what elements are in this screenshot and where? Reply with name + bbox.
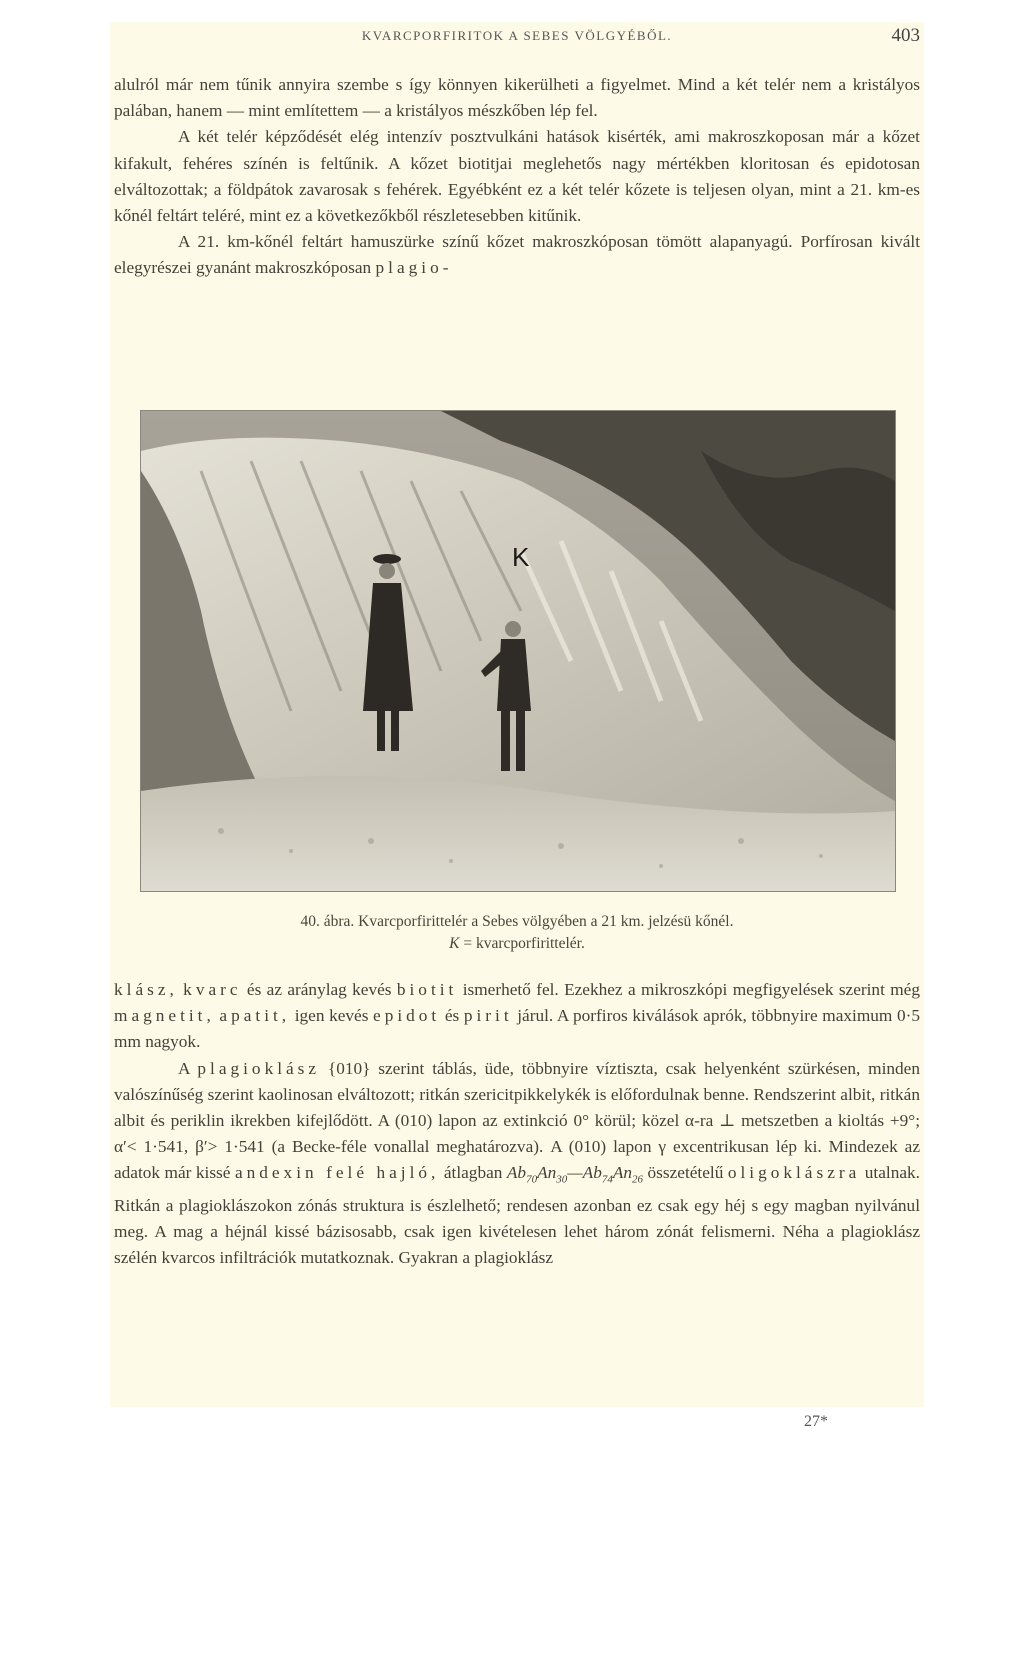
- signature-mark: 27*: [804, 1413, 828, 1430]
- spaced-epidot: epidot: [373, 1006, 441, 1026]
- formula-sub: 30: [556, 1173, 568, 1186]
- caption-line-2-rest: = kvarcporfirittelér.: [459, 935, 585, 952]
- text-run: A: [178, 1058, 198, 1078]
- text-run: {010} szerint táblás, üde, többnyire víztiszta, csak helyenként szürkésen, minden valószínűség szerint kaolinosan elváltozott; ritkán szericitpikkelykék is előfordulnak benne. Rendszerint albit, ritkán albit és periklin ikrekben kifejlődött. A (010) lapon az extinkció 0° körül; közel α-ra ⊥ metszetben a kioltás +9°; α′< 1·541, β′> 1·541 (a Becke-féle vonallal meghatározva). A (010) lapon γ excentrikusan lép ki. Mindezek az adatok már kissé: [114, 1058, 920, 1183]
- caption-line-2: [110, 933, 924, 955]
- formula-sub: 70: [526, 1173, 538, 1186]
- paragraph-2: A két telér képződését elég intenzív posztvulkáni hatások kisérték, ami makroszkoposan már a kőzet kifakult, fehéres színén is feltűnik. A kőzet biotitjai meglehetős nagy mértékben kloritosan és epidotosan elváltozottak; a földpátok zavarosak s fehérek. Egyébként ez a két telér kőzete is teljesen olyan, mint a 21. km-es kőnél feltárt teléré, mint ez a következőkből részletesebben kitűnik.: [114, 127, 920, 226]
- page-number: 403: [891, 25, 920, 46]
- paragraph-3: [114, 229, 920, 281]
- formula: [506, 1163, 644, 1186]
- figure-40: [140, 410, 894, 890]
- text-block-top: [114, 72, 920, 282]
- formula-part: An: [612, 1163, 633, 1183]
- spaced-pirit: pirit: [463, 1006, 513, 1026]
- paragraph-1: alulról már nem tűnik annyira szembe s így könnyen kikerülheti a figyelmet. Mind a két telér nem a kristályos palában, hanem — mint említettem — a kristályos mészkőben lép fel.: [114, 75, 920, 121]
- spaced-word-plagio: plagio-: [375, 258, 453, 278]
- spaced-plagioklasz: plagioklász: [197, 1058, 321, 1078]
- formula-sub: 74: [601, 1173, 613, 1186]
- text-run: átlagban: [439, 1163, 507, 1183]
- caption-k: K: [449, 935, 460, 952]
- spaced-oligoklaszra: oligoklászra: [727, 1163, 861, 1183]
- page-header: [110, 22, 924, 56]
- photo-illustration: [141, 411, 895, 891]
- paragraph-4: [114, 977, 920, 1056]
- spaced-andexin: andexin felé hajló,: [234, 1163, 440, 1183]
- paragraph-5: [114, 1056, 920, 1272]
- text-run: utalnak. Ritkán a plagioklászokon zónás struktura is észlelhető; rendesen azonban ez csak egy héj s egy magban nyilvánul meg. A mag a héjnál kissé bázisosabb, csak igen kivételesen lehet három zónát felismerni. Néha a plagioklász szélén kvarcos infiltrációk mutatkoznak. Gyakran a plagioklász: [114, 1163, 920, 1268]
- caption-line-1: 40. ábra. Kvarcporfirittelér a Sebes völgyében a 21 km. jelzésü kőnél.: [300, 913, 734, 930]
- text-run: igen kevés: [290, 1006, 374, 1026]
- figure-caption: [110, 911, 924, 955]
- text-run: ismerhető fel. Ezekhez a mikroszkópi megfigyelések szerint még: [457, 980, 920, 999]
- formula-part: An: [537, 1163, 557, 1183]
- text-block-bottom: [114, 977, 920, 1272]
- spaced-kvarc: kvarc: [183, 980, 242, 999]
- spaced-magnetit: magnetit,: [114, 1006, 215, 1026]
- formula-sub: 26: [632, 1173, 644, 1186]
- running-title: KVARCPORFIRITOK A SEBES VÖLGYÉBŐL.: [361, 28, 673, 43]
- formula-part: —Ab: [567, 1163, 602, 1183]
- photo-label-k: K: [512, 542, 530, 572]
- field-photograph: [140, 410, 896, 892]
- formula-part: Ab: [506, 1163, 527, 1183]
- spaced-biotit: biotit: [396, 980, 458, 999]
- spaced-apatit: apatit,: [219, 1006, 291, 1026]
- paragraph-3-text: A 21. km-kőnél feltárt hamuszürke színű kőzet makroszkóposan tömött alapanyagú. Porfírosan kivált elegyrészei gyanánt makroszkóposan: [114, 232, 920, 278]
- document-page: [110, 22, 924, 1430]
- text-run: és az aránylag kevés: [241, 980, 397, 999]
- text-run: és: [440, 1006, 464, 1026]
- text-run: járul. A porfiros kiválások aprók, többnyire maximum 0·5 mm nagyok.: [114, 1006, 920, 1052]
- text-run: összetételű: [643, 1163, 728, 1183]
- spaced-klasz: klász,: [114, 980, 178, 999]
